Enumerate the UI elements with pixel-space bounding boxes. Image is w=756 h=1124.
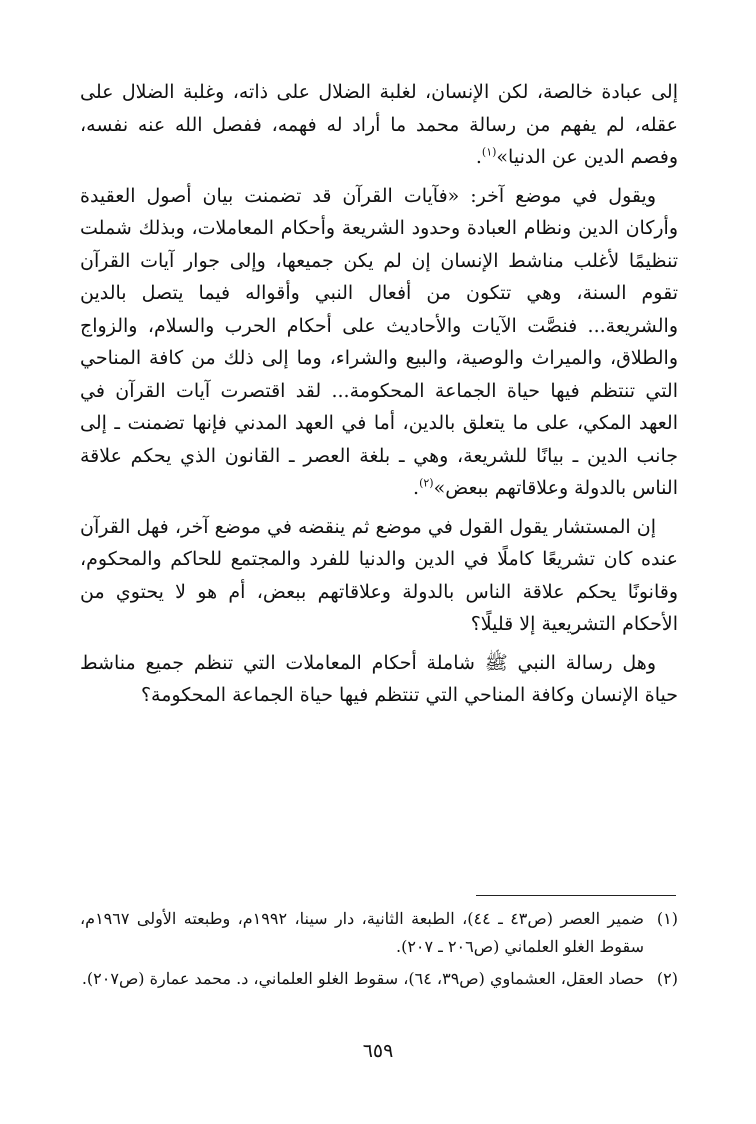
footnote-ref-1[interactable]: (١) <box>481 145 497 159</box>
paragraph-2-text: ويقول في موضع آخر: «فآيات القرآن قد تضمنت بيان أصول العقيدة وأركان الدين ونظام العبادة وحدود الشريعة وأحكام المعاملات، وبذلك شملت تنظيمًا لأغلب مناشط الإنسان إن لم يكن جميعها، وإلى جوار آيات القرآن تقوم السنة، وهي تتكون من أفعال النبي وأقواله فيما يتصل بالدين والشريعة... فنصَّت الآيات والأحاديث على أحكام الحرب والسلام، والزواج والطلاق، والميراث والوصية، والبيع والشراء، وما إلى ذلك من كافة المناحي التي تنتظم فيها حياة الجماعة المحكومة... لقد اقتصرت آيات القرآن في العهد المكي، على ما يتعلق بالدين، أما في العهد المدني فإنها تضمنت ـ إلى جانب الدين ـ بيانًا للشريعة، وهي ـ بلغة العصر ـ القانون الذي يحكم علاقة الناس بالدولة وعلاقاتهم ببعض» <box>80 184 678 499</box>
footnote-2-number: (٢) <box>656 969 678 988</box>
page-number: ٦٥٩ <box>362 1040 394 1062</box>
paragraph-2-end: . <box>413 477 420 499</box>
paragraph-3 <box>80 511 678 641</box>
footnote-2 <box>80 965 678 993</box>
footnote-1-number: (١) <box>656 909 678 928</box>
paragraph-1 <box>80 76 678 174</box>
footnotes <box>80 905 678 997</box>
paragraph-4 <box>80 647 678 712</box>
footnote-ref-2[interactable]: (٢) <box>419 476 434 490</box>
paragraph-1-text: إلى عبادة خالصة، لكن الإنسان، لغلبة الضلال على ذاته، وغلبة الضلال على عقله، لم يفهم من رسالة محمد ما أراد له فهمه، ففصل الله عنه نفسه، وفصم الدين عن الدنيا» <box>80 81 678 168</box>
footnote-divider <box>476 895 676 896</box>
paragraph-1-end: . <box>475 146 482 168</box>
main-text <box>80 76 678 718</box>
paragraph-4-text: وهل رسالة النبي ﷺ شاملة أحكام المعاملات التي تنظم جميع مناشط حياة الإنسان وكافة المناحي التي تنتظم فيها حياة الجماعة المحكومة؟ <box>80 651 678 706</box>
paragraph-2 <box>80 180 678 505</box>
paragraph-3-text: إن المستشار يقول القول في موضع ثم ينقضه في موضع آخر، فهل القرآن عنده كان تشريعًا كاملًا في الدين والدنيا للفرد والمجتمع للحاكم والمحكوم، وقانونًا يحكم علاقة الناس بالدولة وعلاقاتهم ببعض، أم هو لا يحتوي من الأحكام التشريعية إلا قليلًا؟ <box>80 515 678 635</box>
footnote-1 <box>80 905 678 961</box>
footnote-1-text: ضمير العصر (ص٤٣ ـ ٤٤)، الطبعة الثانية، دار سينا، ١٩٩٢م، وطبعته الأولى ١٩٦٧م، سقوط الغلو العلماني (ص٢٠٦ ـ ٢٠٧). <box>80 909 645 956</box>
footnote-2-text: حصاد العقل، العشماوي (ص٣٩، ٦٤)، سقوط الغلو العلماني، د. محمد عمارة (ص٢٠٧). <box>81 969 644 988</box>
